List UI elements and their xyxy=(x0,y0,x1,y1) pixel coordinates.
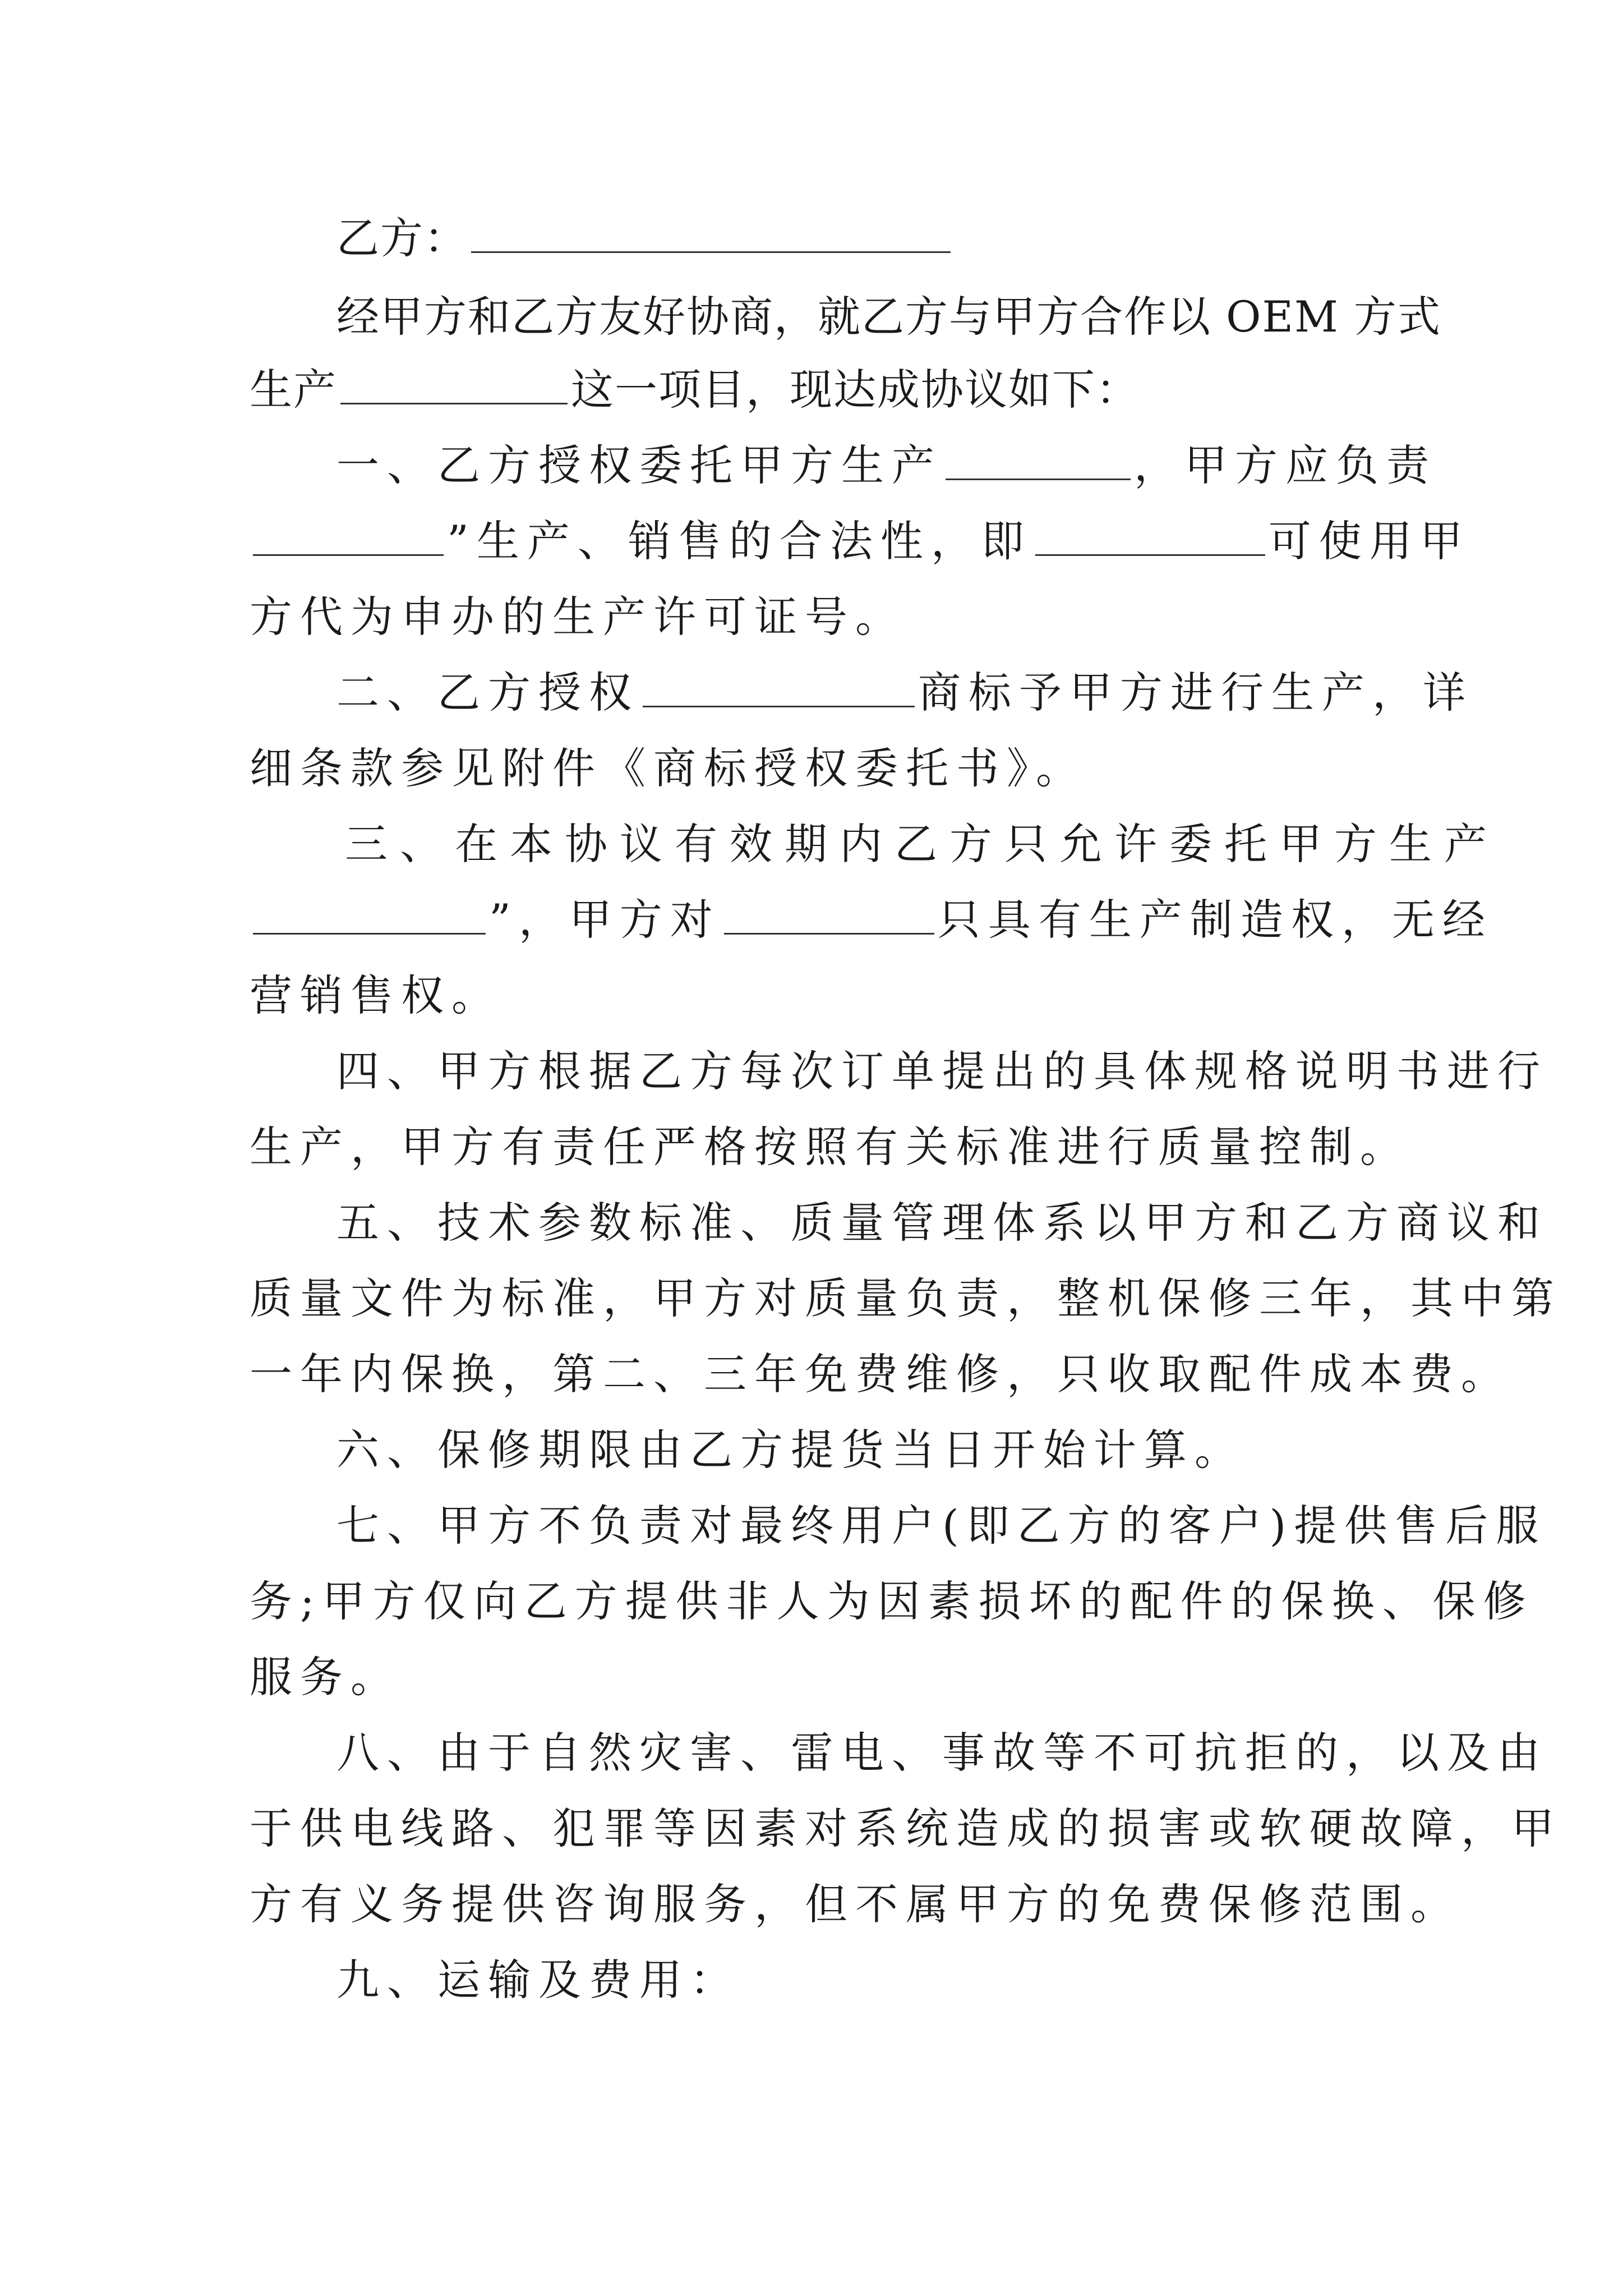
clause1-line-3: 方代为申办的生产许可证号。 xyxy=(250,592,906,642)
intro-line-2: 生产 这一项目，现达成协议如下： xyxy=(250,365,1140,415)
clause5-line-2: 质量文件为标准，甲方对质量负责，整机保修三年，其中第 xyxy=(250,1273,1562,1323)
clause8-line-1: 八、由于自然灾害、雷电、事故等不可抗拒的，以及由 xyxy=(336,1728,1548,1778)
clause8-line-3: 方有义务提供咨询服务，但不属甲方的免费保修范围。 xyxy=(250,1879,1461,1929)
clause7-line-2: 务;甲方仅向乙方提供非人为因素损坏的配件的保换、保修 xyxy=(250,1576,1534,1626)
clause1-brand-blank xyxy=(253,515,444,556)
clause3-line-2: ”，甲方对 只具有生产制造权，无经 xyxy=(250,889,1493,951)
clause4-line-2: 生产，甲方有责任严格按照有关标准进行质量控制。 xyxy=(250,1122,1410,1172)
clause5-line-3: 一年内保换，第二、三年免费维修，只收取配件成本费。 xyxy=(250,1349,1511,1399)
clause7-line-3: 服务。 xyxy=(250,1652,401,1702)
clause3-line-1: 三、在本协议有效期内乙方只允许委托甲方生产 xyxy=(345,819,1499,869)
clause4-line-1: 四、甲方根据乙方每次订单提出的具体规格说明书进行 xyxy=(336,1046,1548,1096)
party-b-blank xyxy=(471,212,951,253)
clause2-line-2: 细条款参见附件《商标授权委托书》。 xyxy=(250,743,1086,793)
clause3-brand-blank xyxy=(724,894,934,935)
clause7-line-1: 七、甲方不负责对最终用户(即乙方的客户)提供售后服 xyxy=(336,1501,1547,1550)
product-blank xyxy=(340,364,568,404)
clause1-line-2: ”生产、销售的合法性，即 可使用甲 xyxy=(250,510,1470,572)
intro-line-1: 经甲方和乙方友好协商，就乙方与甲方合作以 OEM 方式 xyxy=(336,292,1441,342)
trademark-blank xyxy=(643,666,915,707)
clause1-product-blank xyxy=(946,439,1131,480)
clause1-line-1: 一、乙方授权委托甲方生产 ，甲方应负责 xyxy=(336,440,1437,490)
party-b-line xyxy=(336,208,954,269)
clause3-product-blank xyxy=(253,894,486,935)
clause8-line-2: 于供电线路、犯罪等因素对系统造成的损害或软硬故障，甲 xyxy=(250,1803,1562,1853)
clause5-line-1: 五、技术参数标准、质量管理体系以甲方和乙方商议和 xyxy=(336,1198,1548,1248)
clause3-line-3: 营销售权。 xyxy=(250,970,502,1020)
clause6-line-1: 六、保修期限由乙方提货当日开始计算。 xyxy=(336,1425,1245,1475)
clause2-line-1: 二、乙方授权 商标予甲方进行生产，详 xyxy=(336,668,1473,717)
party-b-label: 乙方： xyxy=(336,213,468,263)
clause9-line-1: 九、运输及费用： xyxy=(336,1955,740,2005)
clause1-party-blank xyxy=(1035,515,1265,556)
